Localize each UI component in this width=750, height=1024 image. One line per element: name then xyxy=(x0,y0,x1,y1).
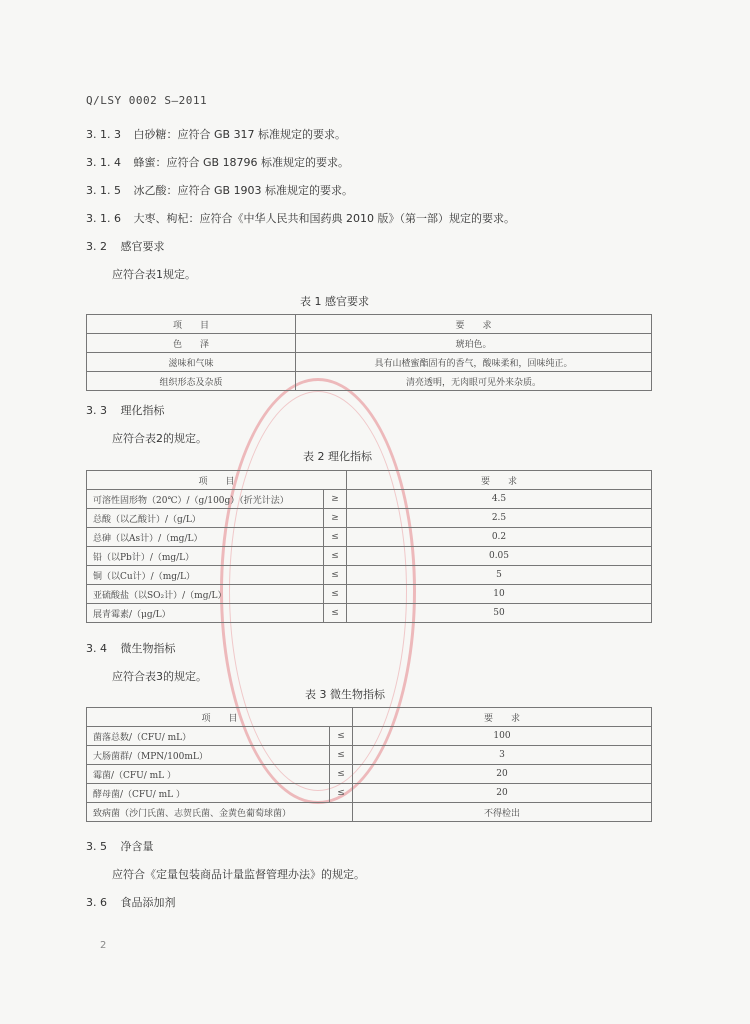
section-number: 3. 4 xyxy=(86,642,107,655)
cell-item: 滋味和气味 xyxy=(87,353,296,372)
section-3-2-heading xyxy=(86,238,165,254)
cell-item: 总酸（以乙酸计）/（g/L） xyxy=(87,509,324,528)
clause-number: 3. 1. 6 xyxy=(86,212,121,225)
cell-value: 0.2 xyxy=(347,528,652,547)
header-cell: 要 求 xyxy=(296,315,652,334)
cell-value: 5 xyxy=(347,566,652,585)
header-cell: 项 目 xyxy=(87,315,296,334)
cell-operator: ≤ xyxy=(330,727,353,746)
cell-item: 可溶性固形物（20℃）/（g/100g）（折光计法） xyxy=(87,490,324,509)
cell-value: 3 xyxy=(353,746,652,765)
cell-value: 50 xyxy=(347,604,652,623)
page-number: 2 xyxy=(100,940,107,951)
cell-value: 2.5 xyxy=(347,509,652,528)
section-number: 3. 3 xyxy=(86,404,107,417)
cell-requirement: 琥珀色。 xyxy=(296,334,652,353)
cell-value: 20 xyxy=(353,784,652,803)
table-row xyxy=(87,528,652,547)
section-title: 微生物指标 xyxy=(120,642,176,655)
cell-item: 组织形态及杂质 xyxy=(87,372,296,391)
cell-item: 亚硫酸盐（以SO₂计）/（mg/L） xyxy=(87,585,324,604)
table-1-caption: 表 1 感官要求 xyxy=(300,295,369,308)
section-title: 感官要求 xyxy=(120,240,165,253)
section-3-3-heading xyxy=(86,402,165,418)
section-3-4-body: 应符合表3的规定。 xyxy=(112,670,207,683)
section-title: 净含量 xyxy=(120,840,154,853)
clause-text: 冰乙酸：应符合 GB 1903 标准规定的要求。 xyxy=(133,184,354,197)
clause-3-1-5 xyxy=(86,182,353,198)
cell-operator: ≤ xyxy=(324,566,347,585)
cell-value: 20 xyxy=(353,765,652,784)
table-2-caption: 表 2 理化指标 xyxy=(303,450,372,463)
cell-item: 霉菌/（CFU/ mL ） xyxy=(87,765,330,784)
section-title: 理化指标 xyxy=(120,404,165,417)
standard-code: Q/LSY 0002 S—2011 xyxy=(86,94,208,107)
cell-value: 100 xyxy=(353,727,652,746)
cell-operator: ≥ xyxy=(324,490,347,509)
section-title: 食品添加剂 xyxy=(120,896,176,909)
header-cell: 要 求 xyxy=(347,471,652,490)
table-header-row xyxy=(87,315,652,334)
section-3-3-body: 应符合表2的规定。 xyxy=(112,432,207,445)
section-3-6-heading xyxy=(86,894,176,910)
table-2-physicochemical xyxy=(86,470,652,623)
table-header-row xyxy=(87,708,652,727)
table-3-caption: 表 3 微生物指标 xyxy=(305,688,385,701)
clause-number: 3. 1. 4 xyxy=(86,156,121,169)
cell-item: 展青霉素/（μg/L） xyxy=(87,604,324,623)
table-row xyxy=(87,509,652,528)
cell-item: 致病菌（沙门氏菌、志贺氏菌、金黄色葡萄球菌） xyxy=(87,803,353,822)
cell-operator: ≤ xyxy=(324,547,347,566)
cell-item: 铜（以Cu计）/（mg/L） xyxy=(87,566,324,585)
cell-operator: ≤ xyxy=(324,528,347,547)
clause-number: 3. 1. 3 xyxy=(86,128,121,141)
cell-operator: ≥ xyxy=(324,509,347,528)
cell-value: 不得检出 xyxy=(353,803,652,822)
section-3-4-heading xyxy=(86,640,176,656)
cell-item: 大肠菌群/（MPN/100mL） xyxy=(87,746,330,765)
section-number: 3. 5 xyxy=(86,840,107,853)
cell-operator: ≤ xyxy=(324,604,347,623)
section-3-5-heading xyxy=(86,838,154,854)
cell-item: 铅（以Pb计）/（mg/L） xyxy=(87,547,324,566)
cell-requirement: 清亮透明，无肉眼可见外来杂质。 xyxy=(296,372,652,391)
table-row xyxy=(87,353,652,372)
section-number: 3. 6 xyxy=(86,896,107,909)
clause-3-1-3 xyxy=(86,126,346,142)
cell-value: 0.05 xyxy=(347,547,652,566)
cell-item: 酵母菌/（CFU/ mL ） xyxy=(87,784,330,803)
table-row xyxy=(87,490,652,509)
header-cell: 项 目 xyxy=(87,708,353,727)
clause-text: 蜂蜜：应符合 GB 18796 标准规定的要求。 xyxy=(133,156,350,169)
table-row xyxy=(87,334,652,353)
cell-operator: ≤ xyxy=(330,746,353,765)
header-cell: 项 目 xyxy=(87,471,347,490)
clause-3-1-4 xyxy=(86,154,349,170)
cell-item: 总砷（以As计）/（mg/L） xyxy=(87,528,324,547)
table-row xyxy=(87,547,652,566)
table-header-row xyxy=(87,471,652,490)
table-row xyxy=(87,784,652,803)
clause-number: 3. 1. 5 xyxy=(86,184,121,197)
table-row xyxy=(87,727,652,746)
header-cell: 要 求 xyxy=(353,708,652,727)
section-3-5-body: 应符合《定量包装商品计量监督管理办法》的规定。 xyxy=(112,868,365,881)
table-1-sensory xyxy=(86,314,652,391)
clause-3-1-6 xyxy=(86,210,515,226)
cell-value: 10 xyxy=(347,585,652,604)
cell-item: 菌落总数/（CFU/ mL） xyxy=(87,727,330,746)
section-3-2-body: 应符合表1规定。 xyxy=(112,268,196,281)
table-row xyxy=(87,566,652,585)
table-row xyxy=(87,604,652,623)
cell-requirement: 具有山楂蜜酯固有的香气，酸味柔和，回味纯正。 xyxy=(296,353,652,372)
table-row xyxy=(87,803,652,822)
table-row xyxy=(87,746,652,765)
table-row xyxy=(87,372,652,391)
table-row xyxy=(87,585,652,604)
table-3-microbiological xyxy=(86,707,652,822)
table-row xyxy=(87,765,652,784)
clause-text: 大枣、枸杞：应符合《中华人民共和国药典 2010 版》（第一部）规定的要求。 xyxy=(133,212,515,225)
cell-value: 4.5 xyxy=(347,490,652,509)
cell-item: 色 泽 xyxy=(87,334,296,353)
cell-operator: ≤ xyxy=(330,765,353,784)
cell-operator: ≤ xyxy=(330,784,353,803)
section-number: 3. 2 xyxy=(86,240,107,253)
clause-text: 白砂糖：应符合 GB 317 标准规定的要求。 xyxy=(133,128,347,141)
cell-operator: ≤ xyxy=(324,585,347,604)
